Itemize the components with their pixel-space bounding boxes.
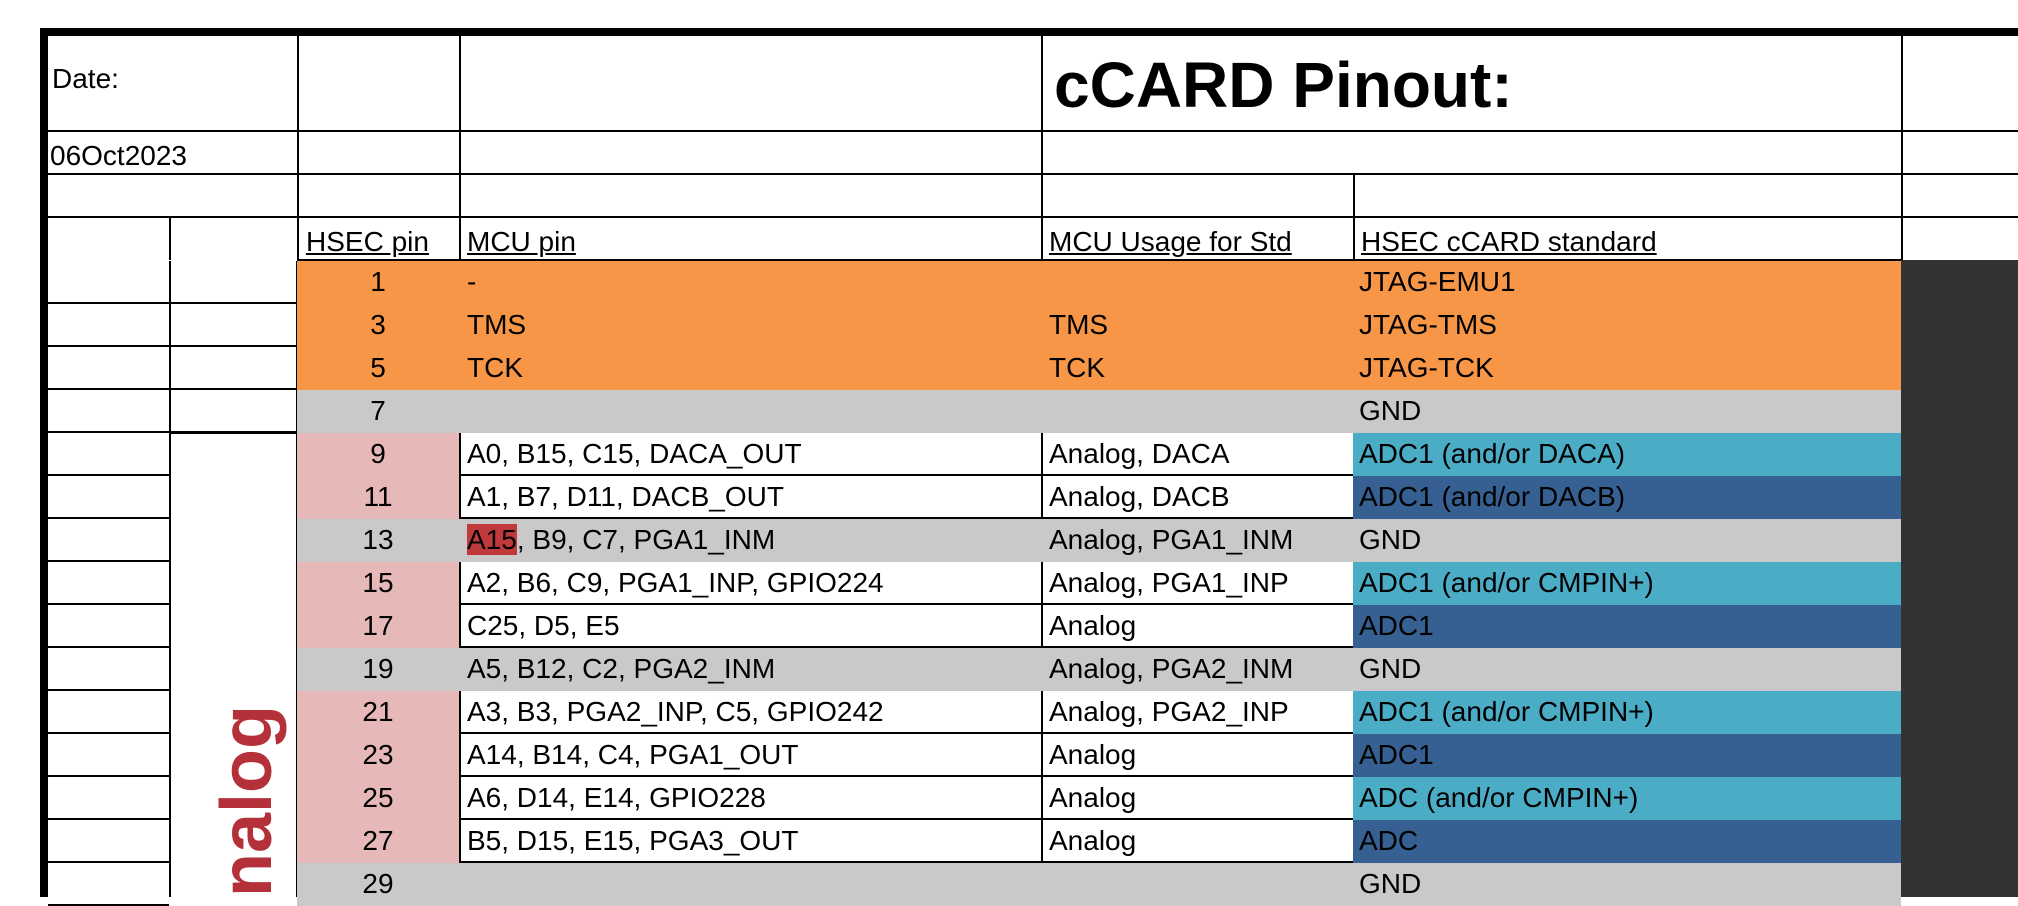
mcu-usage-cell[interactable]: Analog: [1049, 782, 1137, 813]
grid-line: [297, 36, 299, 260]
grid-line: [48, 517, 169, 519]
mcu-pin-text: A1, B7, D11, DACB_OUT: [467, 481, 784, 512]
mcu-pin-text: , B9, C7, PGA1_INM: [516, 524, 776, 555]
mcu-usage-cell[interactable]: Analog: [1049, 739, 1137, 770]
cell-border: [459, 777, 461, 820]
hsec-pin-number: 11: [363, 481, 393, 512]
hsec-standard-text: ADC1: [1359, 610, 1434, 641]
mcu-usage-cell[interactable]: Analog: [1049, 610, 1137, 641]
hsec-standard-text: JTAG-TMS: [1359, 309, 1497, 340]
hsec-pin-cell[interactable]: [297, 304, 459, 347]
grid-line: [48, 173, 2018, 175]
mcu-pin-cell[interactable]: [467, 734, 799, 776]
hsec-pin-number: 15: [362, 567, 394, 598]
mcu-pin-cell[interactable]: [467, 777, 766, 819]
hsec-pin-cell[interactable]: [297, 261, 459, 304]
cell-border: [1041, 562, 1043, 605]
hsec-standard-text: GND: [1359, 524, 1422, 555]
hsec-pin-cell[interactable]: [297, 605, 459, 648]
hsec-standard-text: ADC1 (and/or DACA): [1359, 438, 1626, 469]
grid-line: [48, 732, 169, 734]
grid-line: [48, 603, 169, 605]
mcu-usage-cell[interactable]: Analog, PGA1_INM: [1049, 524, 1294, 555]
mcu-usage-cell[interactable]: Analog: [1049, 825, 1137, 856]
mcu-pin-cell[interactable]: [467, 476, 784, 518]
hsec-pin-cell[interactable]: [297, 777, 459, 820]
mcu-pin-cell[interactable]: [467, 691, 884, 733]
date-label: Date:: [52, 63, 119, 94]
mcu-pin-highlight: A15: [467, 524, 517, 555]
cell-border: [1041, 777, 1043, 820]
hsec-pin-cell[interactable]: [297, 347, 459, 390]
hsec-standard-cell[interactable]: [1353, 734, 1901, 777]
hsec-pin-cell[interactable]: [297, 476, 459, 519]
mcu-cell-background: [459, 390, 1353, 433]
grid-line: [48, 646, 169, 648]
hsec-pin-number: 21: [362, 696, 394, 727]
hsec-pin-number: 1: [370, 266, 386, 297]
mcu-pin-text: -: [467, 266, 477, 297]
mcu-pin-text: B5, D15, E15, PGA3_OUT: [467, 825, 799, 856]
cell-border: [459, 476, 461, 519]
mcu-pin-cell[interactable]: [467, 562, 884, 604]
column-header-mcu-usage: MCU Usage for Std: [1049, 226, 1292, 257]
mcu-pin-text: TCK: [467, 352, 523, 383]
cell-border: [1041, 433, 1043, 476]
hsec-standard-text: GND: [1359, 653, 1422, 684]
hsec-pin-number: 7: [370, 395, 386, 426]
mcu-pin-text: TMS: [467, 309, 527, 340]
mcu-cell-background: [459, 863, 1353, 906]
hsec-pin-number: 29: [362, 868, 394, 899]
hsec-standard-text: JTAG-TCK: [1359, 352, 1494, 383]
cell-border: [459, 605, 461, 648]
hsec-pin-number: 25: [362, 782, 394, 813]
mcu-cell-background: [459, 304, 1353, 347]
hsec-standard-cell[interactable]: [1353, 605, 1901, 648]
mcu-pin-text: A2, B6, C9, PGA1_INP, GPIO224: [467, 567, 884, 598]
mcu-pin-text: A6, D14, E14, GPIO228: [467, 782, 766, 813]
grid-line: [48, 560, 169, 562]
grid-line: [1353, 173, 1355, 260]
hsec-standard-cell[interactable]: [1353, 261, 1901, 304]
grid-line: [48, 130, 2018, 132]
mcu-usage-cell[interactable]: Analog, PGA2_INP: [1049, 696, 1289, 727]
hsec-pin-cell[interactable]: [297, 863, 459, 906]
cell-border: [1041, 734, 1043, 777]
hsec-pin-cell[interactable]: [297, 433, 459, 476]
hsec-pin-cell[interactable]: [297, 820, 459, 863]
mcu-usage-cell[interactable]: Analog, PGA2_INM: [1049, 653, 1294, 684]
cell-border: [459, 562, 461, 605]
cell-border: [1041, 691, 1043, 734]
mcu-pin-text: A5, B12, C2, PGA2_INM: [467, 653, 776, 684]
grid-line: [48, 216, 2018, 218]
mcu-usage-cell[interactable]: TCK: [1049, 352, 1105, 383]
hsec-standard-cell[interactable]: [1353, 777, 1901, 820]
hsec-pin-cell[interactable]: [297, 734, 459, 777]
grid-line: [459, 36, 461, 260]
cell-border: [1041, 820, 1043, 863]
cell-border: [459, 820, 461, 863]
grid-line: [48, 345, 297, 347]
hsec-standard-cell[interactable]: [1353, 433, 1901, 476]
mcu-pin-text: A3, B3, PGA2_INP, C5, GPIO242: [467, 696, 884, 727]
hsec-pin-cell[interactable]: [297, 648, 459, 691]
mcu-pin-cell[interactable]: [467, 519, 775, 561]
column-header-mcu-pin: MCU pin: [467, 226, 576, 257]
section-label-analog: nalog: [207, 705, 287, 897]
hsec-pin-cell[interactable]: [297, 691, 459, 734]
hsec-pin-cell[interactable]: [297, 390, 459, 433]
hsec-pin-number: 13: [362, 524, 394, 555]
hsec-standard-text: ADC1 (and/or CMPIN+): [1359, 567, 1654, 598]
grid-line: [170, 431, 297, 434]
hsec-standard-cell[interactable]: [1353, 820, 1901, 863]
mcu-pin-cell[interactable]: [467, 820, 799, 862]
hsec-pin-number: 5: [370, 352, 386, 383]
grid-line: [48, 861, 169, 863]
mcu-pin-text: C25, D5, E5: [467, 610, 620, 641]
hsec-standard-cell[interactable]: [1353, 648, 1901, 691]
mcu-usage-cell[interactable]: Analog, PGA1_INP: [1049, 567, 1289, 598]
hsec-standard-cell[interactable]: [1353, 562, 1901, 605]
mcu-pin-cell[interactable]: [467, 433, 802, 475]
hsec-standard-text: ADC1 (and/or CMPIN+): [1359, 696, 1654, 727]
hsec-pin-cell[interactable]: [297, 562, 459, 605]
column-header-hsec-standard: HSEC cCARD standard: [1361, 226, 1657, 257]
hsec-pin-number: 19: [362, 653, 394, 684]
hsec-pin-cell[interactable]: [297, 519, 459, 562]
mcu-cell-background: [459, 347, 1353, 390]
hsec-standard-text: ADC (and/or CMPIN+): [1359, 782, 1639, 813]
hsec-standard-text: JTAG-EMU1: [1359, 266, 1516, 297]
cell-border: [459, 433, 461, 476]
page-title: cCARD Pinout:: [1054, 49, 1513, 121]
mcu-pin-text: A14, B14, C4, PGA1_OUT: [467, 739, 799, 770]
grid-line: [48, 388, 297, 390]
grid-line: [48, 302, 297, 304]
hsec-pin-number: 3: [370, 309, 386, 340]
hsec-pin-number: 17: [362, 610, 394, 641]
hsec-standard-cell[interactable]: [1353, 691, 1901, 734]
grid-line: [48, 775, 169, 777]
hsec-standard-cell[interactable]: [1353, 476, 1901, 519]
mcu-pin-cell[interactable]: [467, 605, 620, 647]
mcu-pin-cell[interactable]: [467, 304, 526, 346]
cell-border: [1041, 605, 1043, 648]
date-value[interactable]: 06Oct2023: [50, 140, 187, 171]
hsec-standard-text: ADC1 (and/or DACB): [1359, 481, 1626, 512]
hsec-standard-text: GND: [1359, 868, 1422, 899]
hsec-standard-cell[interactable]: [1353, 519, 1901, 562]
grid-line: [48, 474, 169, 476]
hsec-standard-cell[interactable]: [1353, 304, 1901, 347]
column-header-hsec-pin: HSEC pin: [306, 226, 429, 257]
hsec-pin-number: 23: [362, 739, 394, 770]
grid-line: [1041, 36, 1043, 260]
grid-line: [48, 818, 169, 820]
mcu-pin-text: A0, B15, C15, DACA_OUT: [467, 438, 802, 469]
grid-line: [1901, 36, 1903, 260]
mcu-usage-cell[interactable]: Analog, DACA: [1049, 438, 1230, 469]
mcu-cell-background: [459, 261, 1353, 304]
mcu-usage-cell[interactable]: TMS: [1049, 309, 1109, 340]
hsec-pin-number: 9: [370, 438, 386, 469]
dark-panel: [1901, 260, 2018, 897]
mcu-pin-cell[interactable]: [467, 648, 775, 690]
mcu-pin-cell[interactable]: [467, 261, 476, 303]
grid-line: [169, 261, 171, 897]
hsec-standard-text: GND: [1359, 395, 1422, 426]
grid-line: [48, 689, 169, 691]
cell-border: [1041, 476, 1043, 519]
hsec-standard-cell[interactable]: [1353, 347, 1901, 390]
hsec-pin-number: 27: [362, 825, 394, 856]
hsec-standard-text: ADC: [1359, 825, 1419, 856]
hsec-standard-cell[interactable]: [1353, 390, 1901, 433]
hsec-standard-cell[interactable]: [1353, 863, 1901, 906]
cell-border: [459, 691, 461, 734]
hsec-standard-text: ADC1: [1359, 739, 1434, 770]
mcu-pin-cell[interactable]: [467, 347, 523, 389]
cell-border: [459, 734, 461, 777]
mcu-usage-cell[interactable]: Analog, DACB: [1049, 481, 1230, 512]
grid-line: [169, 216, 171, 260]
